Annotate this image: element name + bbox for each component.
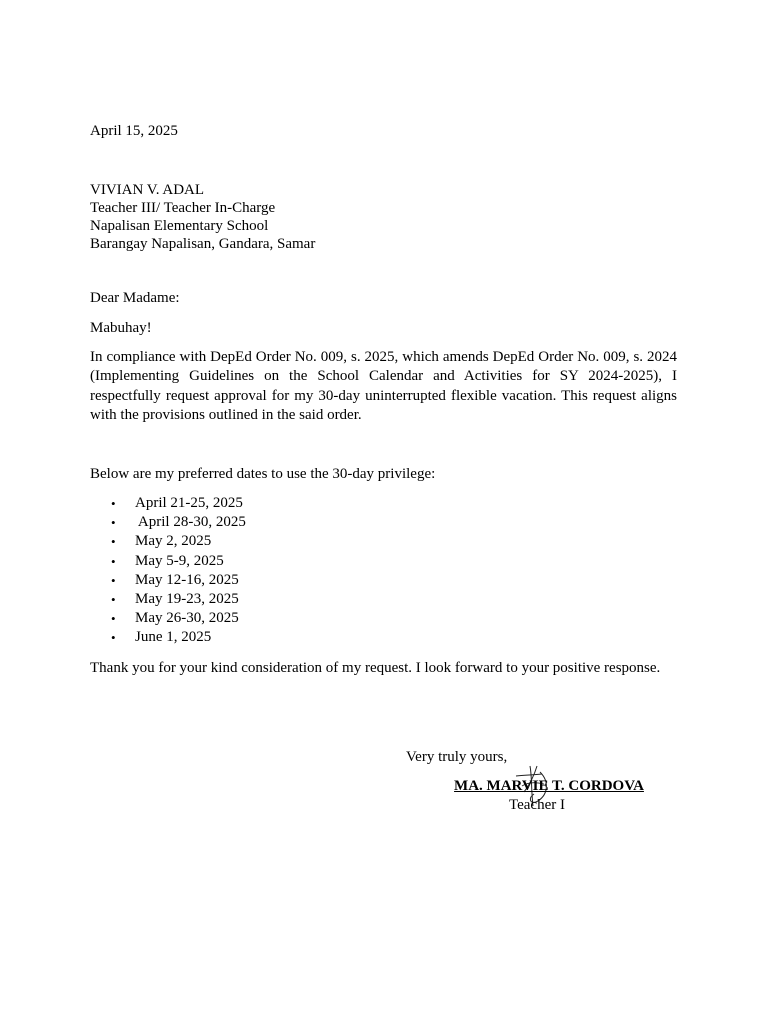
preferred-dates-list (90, 494, 490, 648)
body-paragraph: In compliance with DepEd Order No. 009, s. 2025, which amends DepEd Order No. 009, s. 2024 (Implementing Guidelines on the School Calendar and Activities for SY 2024-2025), I respectfully request approval for my 30-day uninterrupted flexible vacation. This request aligns with the provisions outlined in the said order. (90, 349, 677, 423)
sender-name: MA. MARVIE T. CORDOVA (454, 778, 644, 794)
date-range: May 12-16, 2025 (135, 571, 239, 588)
date-range: May 26-30, 2025 (135, 610, 239, 627)
recipient-name: VIVIAN V. ADAL (90, 182, 205, 198)
dates-list-intro: Below are my preferred dates to use the 30-day privilege: (90, 466, 436, 482)
complimentary-close: Very truly yours, (406, 749, 508, 765)
recipient-block (90, 181, 677, 253)
bullet-icon: • (111, 572, 116, 588)
date-range: May 2, 2025 (135, 533, 212, 550)
bullet-icon: • (111, 630, 116, 646)
list-item (90, 590, 490, 609)
list-item (90, 571, 490, 590)
bullet-icon: • (111, 515, 116, 531)
date-range: April 21-25, 2025 (135, 495, 243, 511)
list-item (90, 494, 490, 513)
date-range: May 5-9, 2025 (135, 552, 224, 569)
bullet-icon: • (111, 553, 116, 569)
list-item (90, 552, 490, 571)
bullet-icon: • (111, 496, 116, 511)
list-item (90, 628, 490, 647)
list-item (90, 609, 490, 628)
list-item (90, 532, 490, 551)
date-range: May 19-23, 2025 (135, 590, 239, 607)
date-range: April 28-30, 2025 (135, 514, 246, 531)
sender-title: Teacher I (509, 797, 565, 813)
bullet-icon: • (111, 534, 116, 550)
date-range: June 1, 2025 (135, 629, 212, 646)
recipient-school: Napalisan Elementary School (90, 218, 269, 234)
recipient-position: Teacher III/ Teacher In-Charge (90, 200, 276, 216)
bullet-icon: • (111, 591, 116, 607)
recipient-address: Barangay Napalisan, Gandara, Samar (90, 236, 316, 252)
bullet-icon: • (111, 611, 116, 627)
closing-paragraph: Thank you for your kind consideration of my request. I look forward to your positive response. (90, 660, 661, 676)
letter-date: April 15, 2025 (90, 123, 178, 139)
salutation: Dear Madame: (90, 290, 180, 306)
list-item (90, 513, 490, 532)
greeting: Mabuhay! (90, 320, 152, 336)
